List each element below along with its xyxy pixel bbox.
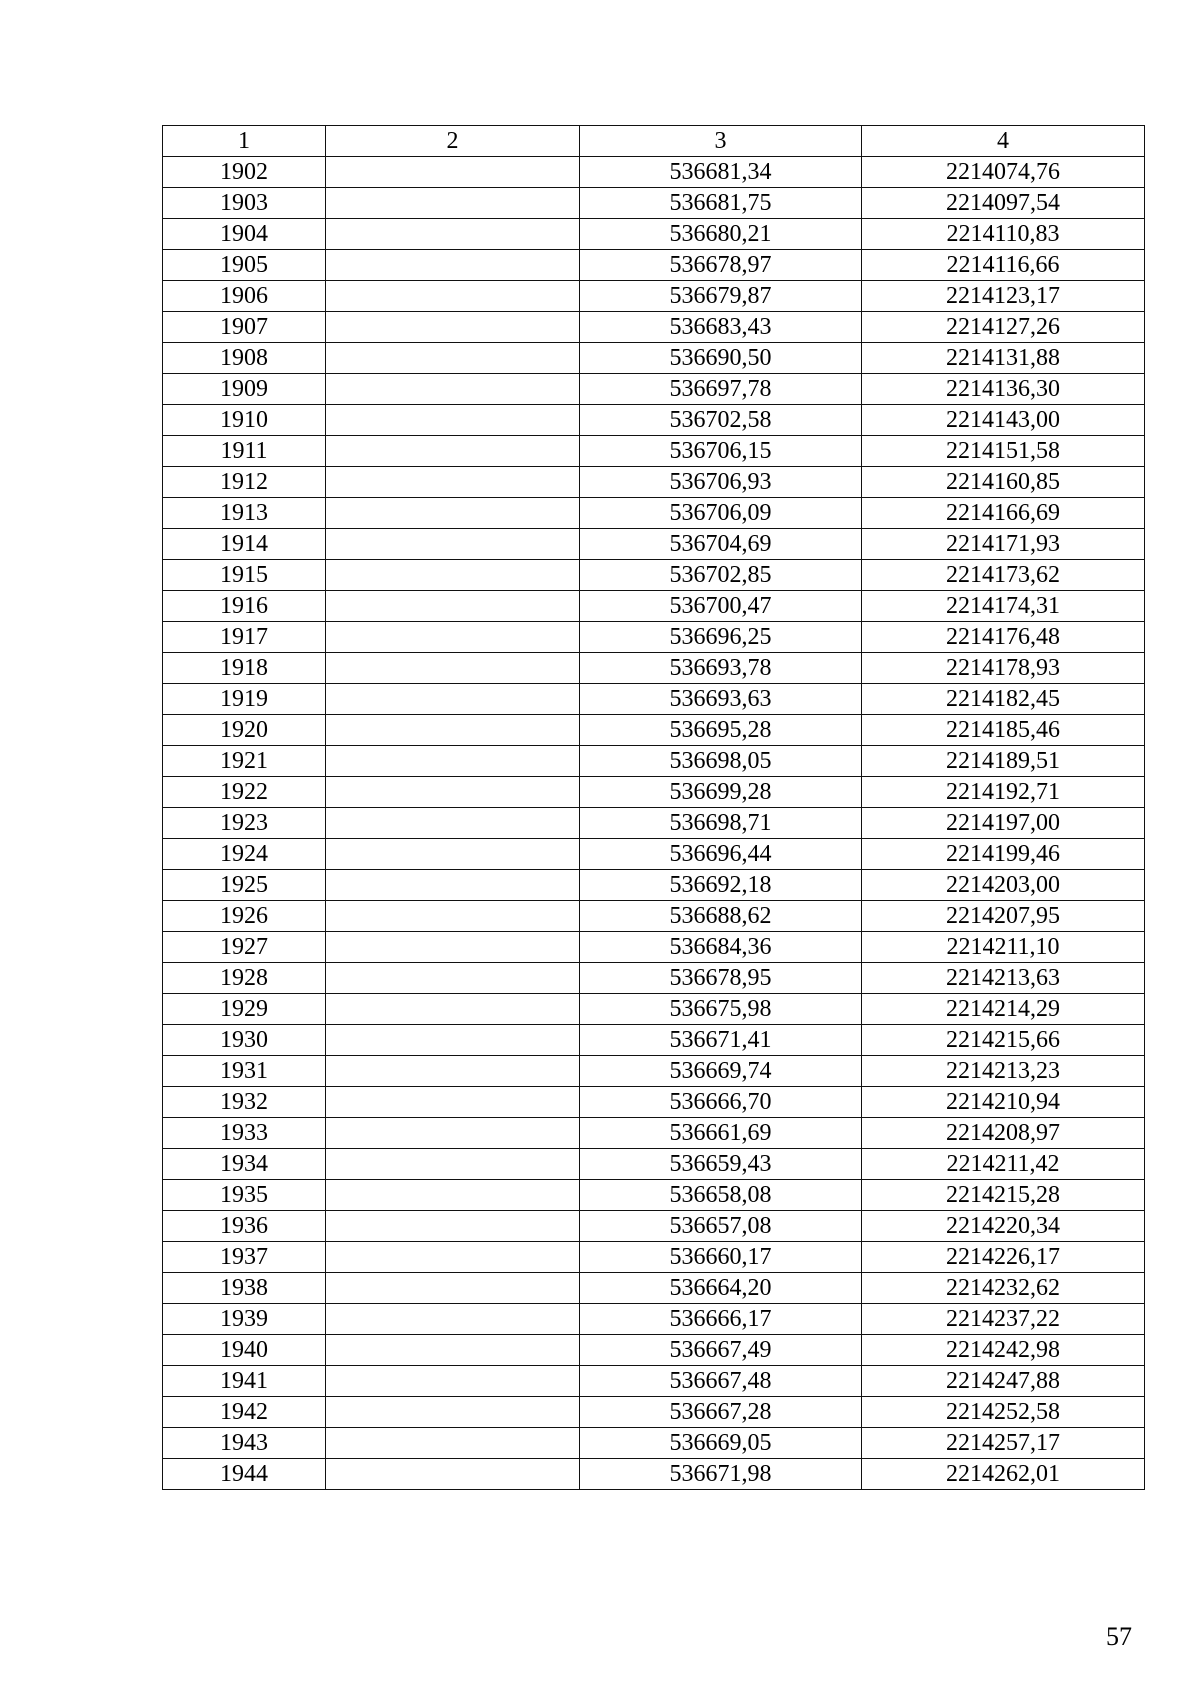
point-number-cell: 1926 <box>163 901 326 932</box>
header-cell-3: 3 <box>580 126 862 157</box>
y-coordinate-cell: 2214197,00 <box>862 808 1145 839</box>
empty-cell <box>326 1056 580 1087</box>
x-coordinate-cell: 536690,50 <box>580 343 862 374</box>
point-number-cell: 1939 <box>163 1304 326 1335</box>
y-coordinate-cell: 2214211,42 <box>862 1149 1145 1180</box>
point-number-cell: 1940 <box>163 1335 326 1366</box>
table-row <box>163 653 1145 684</box>
table-row <box>163 281 1145 312</box>
x-coordinate-cell: 536697,78 <box>580 374 862 405</box>
y-coordinate-cell: 2214247,88 <box>862 1366 1145 1397</box>
empty-cell <box>326 281 580 312</box>
x-coordinate-cell: 536704,69 <box>580 529 862 560</box>
empty-cell <box>326 591 580 622</box>
empty-cell <box>326 343 580 374</box>
point-number-cell: 1922 <box>163 777 326 808</box>
empty-cell <box>326 1273 580 1304</box>
point-number-cell: 1919 <box>163 684 326 715</box>
table-row <box>163 684 1145 715</box>
empty-cell <box>326 250 580 281</box>
y-coordinate-cell: 2214173,62 <box>862 560 1145 591</box>
table-row <box>163 1149 1145 1180</box>
point-number-cell: 1920 <box>163 715 326 746</box>
x-coordinate-cell: 536664,20 <box>580 1273 862 1304</box>
empty-cell <box>326 467 580 498</box>
point-number-cell: 1909 <box>163 374 326 405</box>
table-row <box>163 467 1145 498</box>
empty-cell <box>326 1397 580 1428</box>
table-row <box>163 1242 1145 1273</box>
coordinates-table-container <box>162 125 1144 1490</box>
table-row <box>163 901 1145 932</box>
table-row <box>163 994 1145 1025</box>
y-coordinate-cell: 2214242,98 <box>862 1335 1145 1366</box>
empty-cell <box>326 808 580 839</box>
table-row <box>163 932 1145 963</box>
table-row <box>163 1304 1145 1335</box>
x-coordinate-cell: 536666,17 <box>580 1304 862 1335</box>
empty-cell <box>326 1335 580 1366</box>
table-row <box>163 1335 1145 1366</box>
y-coordinate-cell: 2214213,63 <box>862 963 1145 994</box>
x-coordinate-cell: 536679,87 <box>580 281 862 312</box>
x-coordinate-cell: 536706,93 <box>580 467 862 498</box>
header-cell-1: 1 <box>163 126 326 157</box>
table-row <box>163 374 1145 405</box>
point-number-cell: 1923 <box>163 808 326 839</box>
empty-cell <box>326 901 580 932</box>
x-coordinate-cell: 536680,21 <box>580 219 862 250</box>
empty-cell <box>326 1304 580 1335</box>
point-number-cell: 1944 <box>163 1459 326 1490</box>
point-number-cell: 1917 <box>163 622 326 653</box>
x-coordinate-cell: 536681,34 <box>580 157 862 188</box>
x-coordinate-cell: 536706,15 <box>580 436 862 467</box>
point-number-cell: 1916 <box>163 591 326 622</box>
y-coordinate-cell: 2214151,58 <box>862 436 1145 467</box>
y-coordinate-cell: 2214257,17 <box>862 1428 1145 1459</box>
y-coordinate-cell: 2214074,76 <box>862 157 1145 188</box>
x-coordinate-cell: 536695,28 <box>580 715 862 746</box>
empty-cell <box>326 746 580 777</box>
x-coordinate-cell: 536657,08 <box>580 1211 862 1242</box>
page-number: 57 <box>1106 1622 1132 1651</box>
empty-cell <box>326 498 580 529</box>
y-coordinate-cell: 2214226,17 <box>862 1242 1145 1273</box>
x-coordinate-cell: 536692,18 <box>580 870 862 901</box>
table-row <box>163 529 1145 560</box>
x-coordinate-cell: 536658,08 <box>580 1180 862 1211</box>
table-header <box>163 126 1145 157</box>
empty-cell <box>326 653 580 684</box>
y-coordinate-cell: 2214220,34 <box>862 1211 1145 1242</box>
point-number-cell: 1942 <box>163 1397 326 1428</box>
y-coordinate-cell: 2214211,10 <box>862 932 1145 963</box>
table-row <box>163 560 1145 591</box>
point-number-cell: 1902 <box>163 157 326 188</box>
point-number-cell: 1937 <box>163 1242 326 1273</box>
table-row <box>163 1397 1145 1428</box>
empty-cell <box>326 1211 580 1242</box>
point-number-cell: 1903 <box>163 188 326 219</box>
x-coordinate-cell: 536700,47 <box>580 591 862 622</box>
x-coordinate-cell: 536667,28 <box>580 1397 862 1428</box>
empty-cell <box>326 1366 580 1397</box>
empty-cell <box>326 1118 580 1149</box>
empty-cell <box>326 157 580 188</box>
header-cell-2: 2 <box>326 126 580 157</box>
table-row <box>163 715 1145 746</box>
y-coordinate-cell: 2214215,66 <box>862 1025 1145 1056</box>
empty-cell <box>326 1428 580 1459</box>
x-coordinate-cell: 536675,98 <box>580 994 862 1025</box>
point-number-cell: 1941 <box>163 1366 326 1397</box>
x-coordinate-cell: 536699,28 <box>580 777 862 808</box>
x-coordinate-cell: 536696,25 <box>580 622 862 653</box>
table-row <box>163 1366 1145 1397</box>
y-coordinate-cell: 2214182,45 <box>862 684 1145 715</box>
table-row <box>163 963 1145 994</box>
point-number-cell: 1936 <box>163 1211 326 1242</box>
table-row <box>163 591 1145 622</box>
y-coordinate-cell: 2214127,26 <box>862 312 1145 343</box>
x-coordinate-cell: 536667,48 <box>580 1366 862 1397</box>
x-coordinate-cell: 536702,58 <box>580 405 862 436</box>
coordinates-table <box>162 125 1145 1490</box>
table-row <box>163 405 1145 436</box>
y-coordinate-cell: 2214160,85 <box>862 467 1145 498</box>
y-coordinate-cell: 2214166,69 <box>862 498 1145 529</box>
x-coordinate-cell: 536693,78 <box>580 653 862 684</box>
table-row <box>163 250 1145 281</box>
empty-cell <box>326 777 580 808</box>
y-coordinate-cell: 2214185,46 <box>862 715 1145 746</box>
table-row <box>163 1087 1145 1118</box>
point-number-cell: 1934 <box>163 1149 326 1180</box>
table-row <box>163 1273 1145 1304</box>
x-coordinate-cell: 536696,44 <box>580 839 862 870</box>
x-coordinate-cell: 536688,62 <box>580 901 862 932</box>
x-coordinate-cell: 536660,17 <box>580 1242 862 1273</box>
empty-cell <box>326 405 580 436</box>
empty-cell <box>326 436 580 467</box>
empty-cell <box>326 870 580 901</box>
x-coordinate-cell: 536681,75 <box>580 188 862 219</box>
y-coordinate-cell: 2214208,97 <box>862 1118 1145 1149</box>
x-coordinate-cell: 536706,09 <box>580 498 862 529</box>
y-coordinate-cell: 2214143,00 <box>862 405 1145 436</box>
table-row <box>163 1118 1145 1149</box>
header-row <box>163 126 1145 157</box>
empty-cell <box>326 374 580 405</box>
table-row <box>163 1056 1145 1087</box>
y-coordinate-cell: 2214213,23 <box>862 1056 1145 1087</box>
table-row <box>163 343 1145 374</box>
table-body <box>163 157 1145 1490</box>
table-row <box>163 839 1145 870</box>
point-number-cell: 1911 <box>163 436 326 467</box>
empty-cell <box>326 1025 580 1056</box>
empty-cell <box>326 839 580 870</box>
point-number-cell: 1915 <box>163 560 326 591</box>
empty-cell <box>326 1242 580 1273</box>
x-coordinate-cell: 536702,85 <box>580 560 862 591</box>
point-number-cell: 1929 <box>163 994 326 1025</box>
y-coordinate-cell: 2214178,93 <box>862 653 1145 684</box>
point-number-cell: 1931 <box>163 1056 326 1087</box>
y-coordinate-cell: 2214192,71 <box>862 777 1145 808</box>
empty-cell <box>326 188 580 219</box>
table-row <box>163 157 1145 188</box>
y-coordinate-cell: 2214199,46 <box>862 839 1145 870</box>
table-row <box>163 1025 1145 1056</box>
table-row <box>163 1428 1145 1459</box>
table-row <box>163 622 1145 653</box>
y-coordinate-cell: 2214207,95 <box>862 901 1145 932</box>
table-row <box>163 498 1145 529</box>
y-coordinate-cell: 2214214,29 <box>862 994 1145 1025</box>
table-row <box>163 219 1145 250</box>
point-number-cell: 1943 <box>163 1428 326 1459</box>
y-coordinate-cell: 2214123,17 <box>862 281 1145 312</box>
point-number-cell: 1925 <box>163 870 326 901</box>
point-number-cell: 1904 <box>163 219 326 250</box>
x-coordinate-cell: 536666,70 <box>580 1087 862 1118</box>
x-coordinate-cell: 536667,49 <box>580 1335 862 1366</box>
point-number-cell: 1912 <box>163 467 326 498</box>
y-coordinate-cell: 2214176,48 <box>862 622 1145 653</box>
x-coordinate-cell: 536661,69 <box>580 1118 862 1149</box>
x-coordinate-cell: 536671,98 <box>580 1459 862 1490</box>
point-number-cell: 1935 <box>163 1180 326 1211</box>
y-coordinate-cell: 2214189,51 <box>862 746 1145 777</box>
empty-cell <box>326 1459 580 1490</box>
empty-cell <box>326 312 580 343</box>
y-coordinate-cell: 2214210,94 <box>862 1087 1145 1118</box>
table-row <box>163 746 1145 777</box>
x-coordinate-cell: 536678,95 <box>580 963 862 994</box>
y-coordinate-cell: 2214252,58 <box>862 1397 1145 1428</box>
point-number-cell: 1921 <box>163 746 326 777</box>
empty-cell <box>326 622 580 653</box>
y-coordinate-cell: 2214110,83 <box>862 219 1145 250</box>
x-coordinate-cell: 536683,43 <box>580 312 862 343</box>
point-number-cell: 1907 <box>163 312 326 343</box>
empty-cell <box>326 715 580 746</box>
x-coordinate-cell: 536678,97 <box>580 250 862 281</box>
empty-cell <box>326 932 580 963</box>
point-number-cell: 1930 <box>163 1025 326 1056</box>
empty-cell <box>326 994 580 1025</box>
table-row <box>163 777 1145 808</box>
point-number-cell: 1924 <box>163 839 326 870</box>
y-coordinate-cell: 2214174,31 <box>862 591 1145 622</box>
table-row <box>163 1180 1145 1211</box>
empty-cell <box>326 1180 580 1211</box>
y-coordinate-cell: 2214131,88 <box>862 343 1145 374</box>
y-coordinate-cell: 2214097,54 <box>862 188 1145 219</box>
y-coordinate-cell: 2214232,62 <box>862 1273 1145 1304</box>
y-coordinate-cell: 2214262,01 <box>862 1459 1145 1490</box>
point-number-cell: 1918 <box>163 653 326 684</box>
point-number-cell: 1914 <box>163 529 326 560</box>
table-row <box>163 436 1145 467</box>
x-coordinate-cell: 536698,71 <box>580 808 862 839</box>
empty-cell <box>326 529 580 560</box>
y-coordinate-cell: 2214203,00 <box>862 870 1145 901</box>
point-number-cell: 1933 <box>163 1118 326 1149</box>
point-number-cell: 1906 <box>163 281 326 312</box>
point-number-cell: 1908 <box>163 343 326 374</box>
table-row <box>163 1459 1145 1490</box>
x-coordinate-cell: 536659,43 <box>580 1149 862 1180</box>
empty-cell <box>326 1087 580 1118</box>
x-coordinate-cell: 536693,63 <box>580 684 862 715</box>
point-number-cell: 1905 <box>163 250 326 281</box>
point-number-cell: 1928 <box>163 963 326 994</box>
empty-cell <box>326 560 580 591</box>
y-coordinate-cell: 2214116,66 <box>862 250 1145 281</box>
header-cell-4: 4 <box>862 126 1145 157</box>
y-coordinate-cell: 2214136,30 <box>862 374 1145 405</box>
point-number-cell: 1938 <box>163 1273 326 1304</box>
empty-cell <box>326 219 580 250</box>
table-row <box>163 1211 1145 1242</box>
empty-cell <box>326 1149 580 1180</box>
x-coordinate-cell: 536684,36 <box>580 932 862 963</box>
point-number-cell: 1910 <box>163 405 326 436</box>
x-coordinate-cell: 536669,74 <box>580 1056 862 1087</box>
x-coordinate-cell: 536669,05 <box>580 1428 862 1459</box>
point-number-cell: 1913 <box>163 498 326 529</box>
empty-cell <box>326 963 580 994</box>
point-number-cell: 1932 <box>163 1087 326 1118</box>
y-coordinate-cell: 2214237,22 <box>862 1304 1145 1335</box>
x-coordinate-cell: 536698,05 <box>580 746 862 777</box>
table-row <box>163 312 1145 343</box>
y-coordinate-cell: 2214171,93 <box>862 529 1145 560</box>
table-row <box>163 188 1145 219</box>
table-row <box>163 870 1145 901</box>
point-number-cell: 1927 <box>163 932 326 963</box>
table-row <box>163 808 1145 839</box>
y-coordinate-cell: 2214215,28 <box>862 1180 1145 1211</box>
empty-cell <box>326 684 580 715</box>
x-coordinate-cell: 536671,41 <box>580 1025 862 1056</box>
